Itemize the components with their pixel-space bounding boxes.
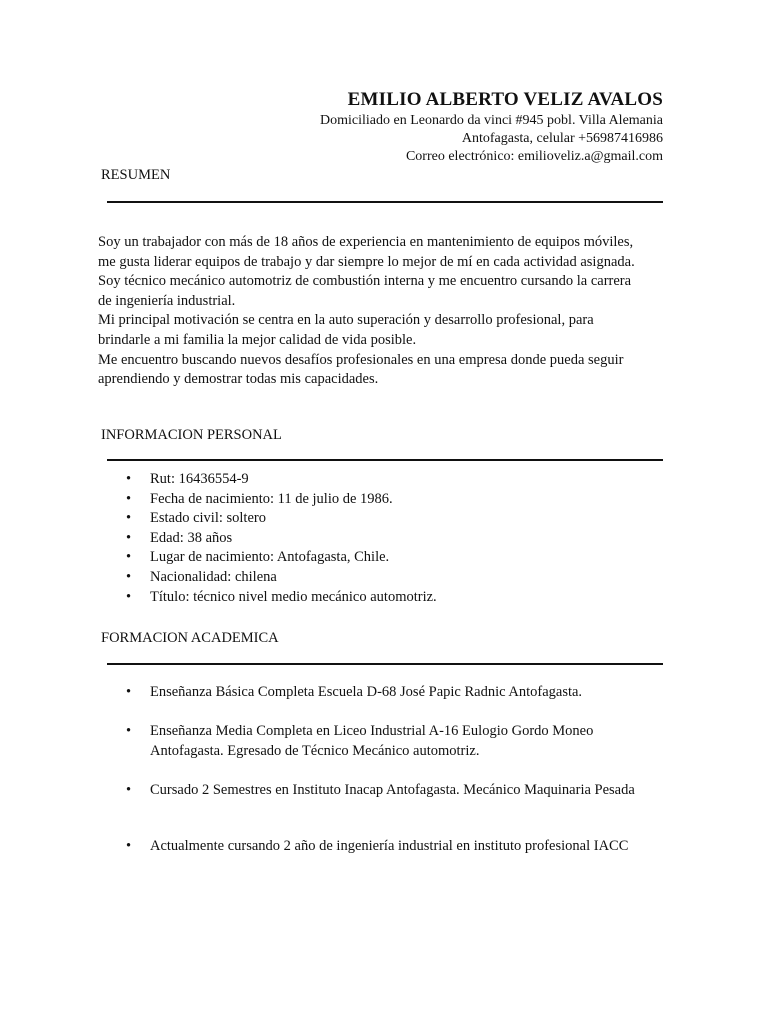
personal-marital-status: Estado civil: soltero bbox=[150, 510, 266, 527]
bullet-icon: • bbox=[126, 529, 132, 546]
personal-title: Título: técnico nivel medio mecánico automotriz. bbox=[150, 588, 437, 605]
address-line: Domiciliado en Leonardo da vinci #945 pobl. Villa Alemania bbox=[320, 113, 663, 128]
list-item bbox=[0, 470, 437, 490]
summary-line: Me encuentro buscando nuevos desafíos profesionales en una empresa donde pueda seguir bbox=[98, 351, 624, 368]
education-divider bbox=[107, 663, 663, 665]
bullet-icon: • bbox=[126, 782, 132, 798]
personal-info-list bbox=[0, 470, 437, 607]
bullet-icon: • bbox=[126, 723, 132, 739]
summary-line: aprendiendo y demostrar todas mis capacidades. bbox=[98, 371, 379, 388]
personal-birthplace: Lugar de nacimiento: Antofagasta, Chile. bbox=[150, 549, 390, 566]
bullet-icon: • bbox=[126, 471, 132, 487]
bullet-icon: • bbox=[126, 568, 132, 585]
list-item bbox=[0, 588, 437, 608]
education-item-text: Antofagasta. Egresado de Técnico Mecánico automotriz. bbox=[150, 742, 480, 759]
personal-age: Edad: 38 años bbox=[150, 529, 233, 546]
summary-text bbox=[98, 233, 668, 390]
bullet-icon: • bbox=[126, 838, 132, 854]
list-item bbox=[0, 568, 437, 588]
bullet-icon: • bbox=[126, 588, 132, 605]
candidate-name: EMILIO ALBERTO VELIZ AVALOS bbox=[347, 89, 663, 110]
personal-birthdate: Fecha de nacimiento: 11 de julio de 1986. bbox=[150, 490, 393, 507]
list-item bbox=[0, 781, 640, 801]
summary-line: Mi principal motivación se centra en la auto superación y desarrollo profesional, para bbox=[98, 312, 594, 329]
bullet-icon: • bbox=[126, 684, 132, 700]
summary-line: me gusta liderar equipos de trabajo y dar siempre lo mejor de mí en cada actividad asignada. bbox=[98, 253, 635, 270]
list-item bbox=[0, 548, 437, 568]
summary-line: de ingeniería industrial. bbox=[98, 292, 236, 309]
list-item bbox=[0, 837, 640, 857]
summary-line: Soy un trabajador con más de 18 años de experiencia en mantenimiento de equipos móviles, bbox=[98, 234, 634, 250]
education-item-text: Cursado 2 Semestres en Instituto Inacap Antofagasta. Mecánico Maquinaria Pesada bbox=[150, 782, 635, 798]
resume-header bbox=[320, 88, 663, 166]
list-item bbox=[0, 683, 640, 703]
list-item bbox=[0, 529, 437, 549]
personal-nationality: Nacionalidad: chilena bbox=[150, 568, 277, 585]
list-item bbox=[0, 722, 640, 761]
personal-rut: Rut: 16436554-9 bbox=[150, 471, 249, 487]
summary-line: brindarle a mi familia la mejor calidad de vida posible. bbox=[98, 331, 417, 348]
education-heading: FORMACION ACADEMICA bbox=[101, 630, 279, 646]
education-item-text: Actualmente cursando 2 año de ingeniería industrial en instituto profesional IACC bbox=[150, 838, 629, 854]
summary-divider bbox=[107, 201, 663, 203]
summary-line: Soy técnico mecánico automotriz de combustión interna y me encuentro cursando la carrera bbox=[98, 273, 632, 290]
education-item-text: Enseñanza Media Completa en Liceo Industrial A-16 Eulogio Gordo Moneo bbox=[150, 723, 594, 739]
bullet-icon: • bbox=[126, 510, 132, 527]
personal-info-divider bbox=[107, 459, 663, 461]
bullet-icon: • bbox=[126, 490, 132, 507]
list-item bbox=[0, 490, 437, 510]
personal-info-heading: INFORMACION PERSONAL bbox=[101, 427, 282, 443]
bullet-icon: • bbox=[126, 549, 132, 566]
summary-heading: RESUMEN bbox=[101, 167, 171, 183]
education-item-text: Enseñanza Básica Completa Escuela D-68 José Papic Radnic Antofagasta. bbox=[150, 684, 583, 700]
list-item bbox=[0, 509, 437, 529]
email-line: Correo electrónico: emilioveliz.a@gmail.com bbox=[405, 149, 663, 164]
city-phone-line: Antofagasta, celular +56987416986 bbox=[461, 131, 663, 146]
